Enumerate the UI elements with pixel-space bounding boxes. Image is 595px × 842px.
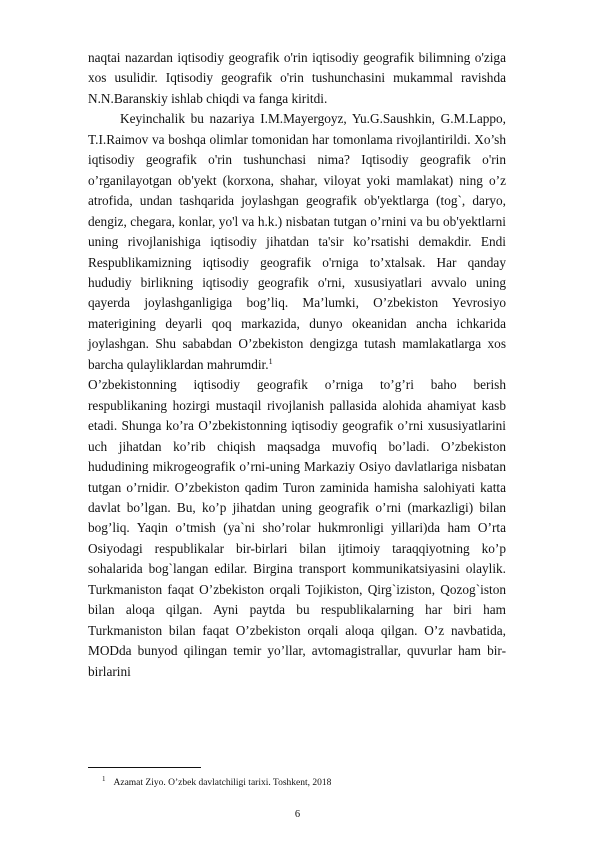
body-text <box>88 48 506 682</box>
page-number: 6 <box>294 809 301 820</box>
paragraph-main <box>88 109 506 375</box>
footnote-text: Azamat Ziyo. O’zbek davlatchiligi tarixi. Toshkent, 2018 <box>113 778 332 788</box>
footnote-number: 1 <box>102 775 106 783</box>
paragraph-intro: naqtai nazardan iqtisodiy geografik o'rin iqtisodiy geografik bilimning o'ziga xos usulidir. Iqtisodiy geografik o'rin tushunchasini mukammal ravishda N.N.Baranskiy ishlab chiqdi va fanga kiritdi. <box>88 50 506 106</box>
paragraph-main-text: Keyinchalik bu nazariya I.M.Mayergoyz, Yu.G.Saushkin, G.M.Lappo, T.I.Raimov va boshqa olimlar tomonidan har tomonlama rivojlantirildi. Xo’sh iqtisodiy geografik o'rin tushunchasi nima? Iqtisodiy geografik o'rin o’rganilayotgan ob'yekt (korxona, shahar, viloyat yoki mamlakat) ning o’z atrofida, undan tashqarida joylashgan geografik ob'yektlarga (tog`, daryo, dengiz, chegara, konlar, yo'l va h.k.) nisbatan tutgan o’rnini va bu ob'yektlarni uning rivojlanishiga iqtisodiy jihatdan ta'sir ko’rsatishi demakdir. Endi Respublikamizning iqtisodiy geografik o'rniga to’xtalsak. Har qanday hududiy birlikning iqtisodiy geografik o'rni, xususiyatlari avvalo uning qayerda joylashganligiga bog’liq. Ma’lumki, O’zbekiston Yevrosiyo materigining deyarli qoq markazida, dunyo okeanidan ancha ichkarida joylashgan. Shu sababdan O’zbekiston dengizga tutash mamlakatlarga xos barcha qulayliklardan mahrumdir. <box>88 111 506 372</box>
footnote <box>88 773 506 789</box>
footnote-reference[interactable]: 1 <box>268 356 273 366</box>
footnote-divider <box>88 767 201 768</box>
paragraph-continuation: O’zbekistonning iqtisodiy geografik o’rniga to’g’ri baho berish respublikaning hozirgi mustaqil rivojlanish pallasida alohida ahamiyat kasb etadi. Shunga ko’ra O’zbekistonning iqtisodiy geografik o’rni xususiyatlarini uch jihatdan ko’rib chiqish maqsadga muvofiq bo’ladi. O’zbekiston hududining mikrogeografik o’rni-uning Markaziy Osiyo davlatlariga nisbatan tutgan o’rnidir. O’zbekiston qadim Turon zaminida hamisha salohiyati katta davlat bo’lgan. Bu, ko’p jihatdan uning geografik o’rni (markazligi) bilan bog’liq. Yaqin o’tmish (ya`ni sho’rolar hukmronligi yillari)da ham O’rta Osiyodagi respublikalar bir-birlari bilan ijtimoiy taraqqiyotning ko’p sohalarida bog`langan edilar. Birgina transport kommunikatsiyasini olaylik. Turkmaniston faqat O’zbekiston orqali Tojikiston, Qirg`iziston, Qozog`iston bilan aloqa qilgan. Ayni paytda bu respublikalarning har biri ham Turkmaniston bilan faqat O’zbekiston orqali aloqa qilgan. O’z navbatida, MODda bunyod qilingan temir yo’llar, avtomagistrallar, quvurlar ham bir-birlarini <box>88 377 506 679</box>
